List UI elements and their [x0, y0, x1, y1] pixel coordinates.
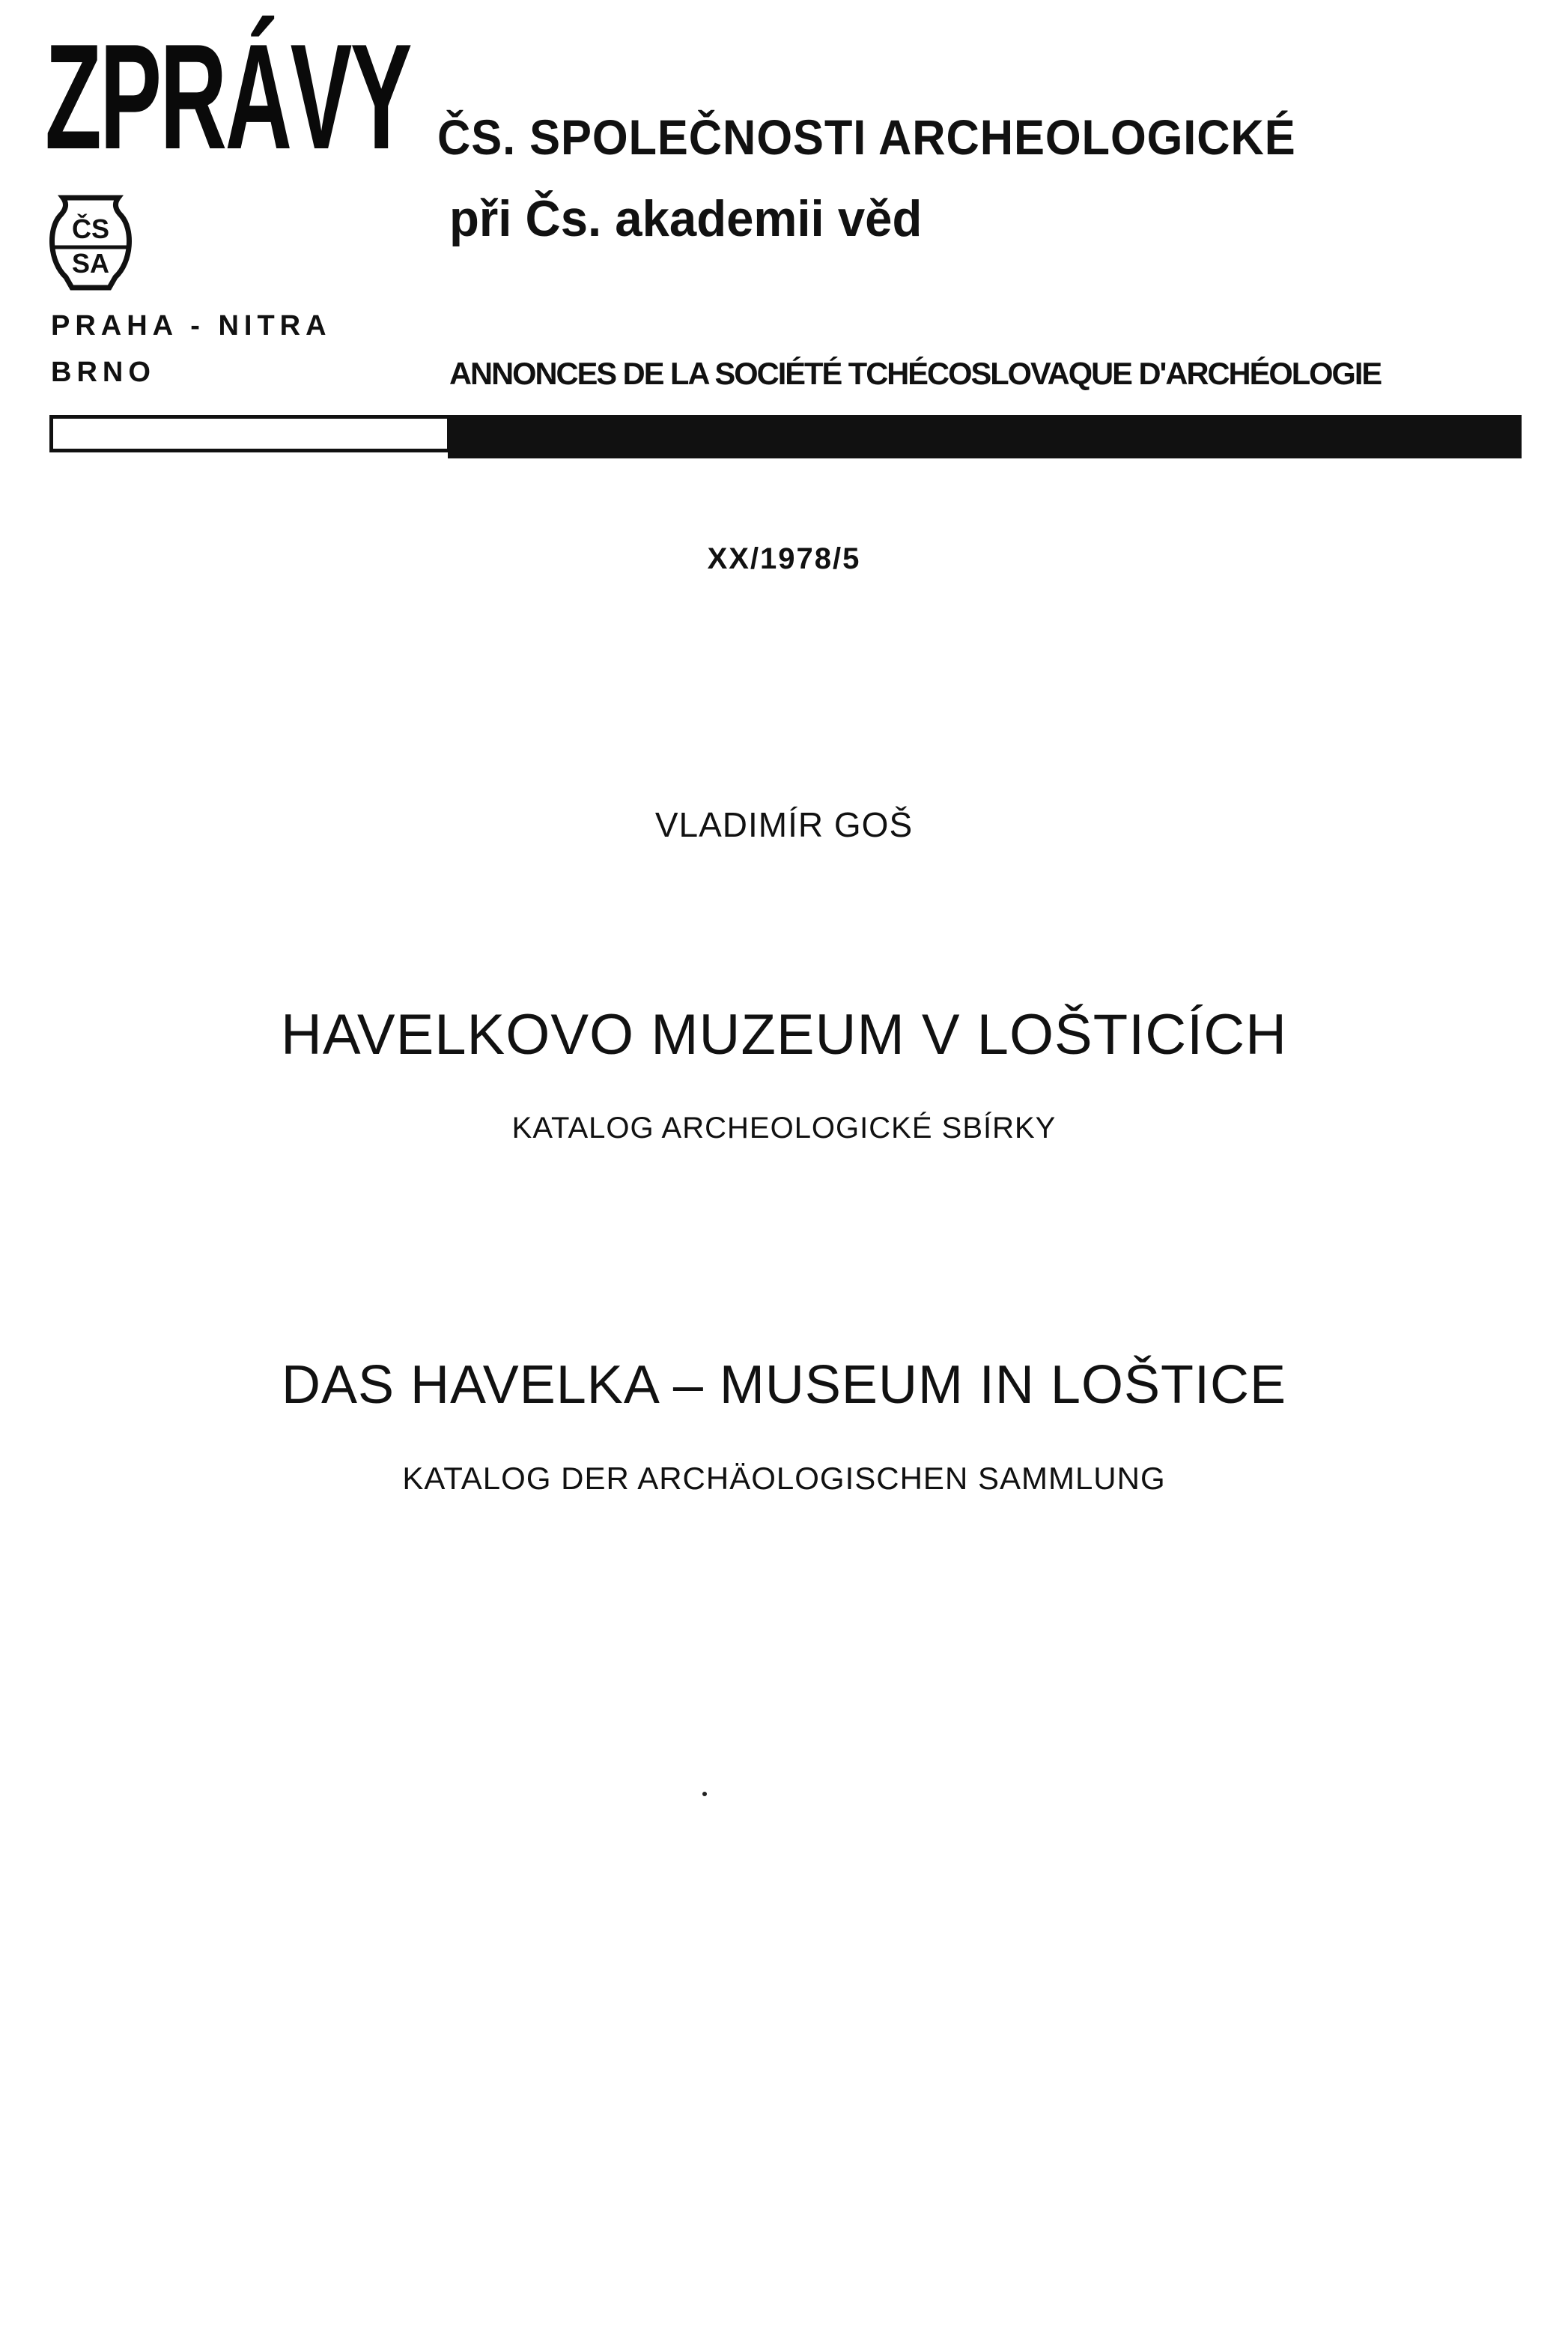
society-name: ČS. SPOLEČNOSTI ARCHEOLOGICKÉ — [437, 109, 1296, 165]
author-name: VLADIMÍR GOŠ — [654, 805, 914, 844]
masthead-rule-solid — [448, 415, 1522, 458]
academy-name: při Čs. akademii věd — [449, 190, 923, 247]
logo-text-bottom: SA — [71, 248, 110, 279]
paper-speck — [702, 1792, 707, 1796]
german-subtitle: KATALOG DER ARCHÄOLOGISCHEN SAMMLUNG — [402, 1461, 1166, 1496]
french-subtitle: ANNONCES DE LA SOCIÉTÉ TCHÉCOSLOVAQUE D'ARCHÉOLOGIE — [449, 356, 1382, 391]
masthead-rule-open — [49, 415, 451, 452]
cities-line-2: BRNO — [51, 357, 156, 388]
csa-vase-emblem-icon — [46, 193, 135, 297]
issue-number: XX/1978/5 — [707, 542, 861, 575]
cities-line-1: PRAHA - NITRA — [51, 310, 332, 342]
logo-text-top: ČS — [71, 213, 110, 244]
journal-title: ZPRÁVY — [45, 13, 411, 181]
czech-subtitle: KATALOG ARCHEOLOGICKÉ SBÍRKY — [511, 1112, 1057, 1145]
czech-title: HAVELKOVO MUZEUM V LOŠTICÍCH — [280, 1003, 1288, 1067]
german-title: DAS HAVELKA – MUSEUM IN LOŠTICE — [281, 1355, 1286, 1415]
